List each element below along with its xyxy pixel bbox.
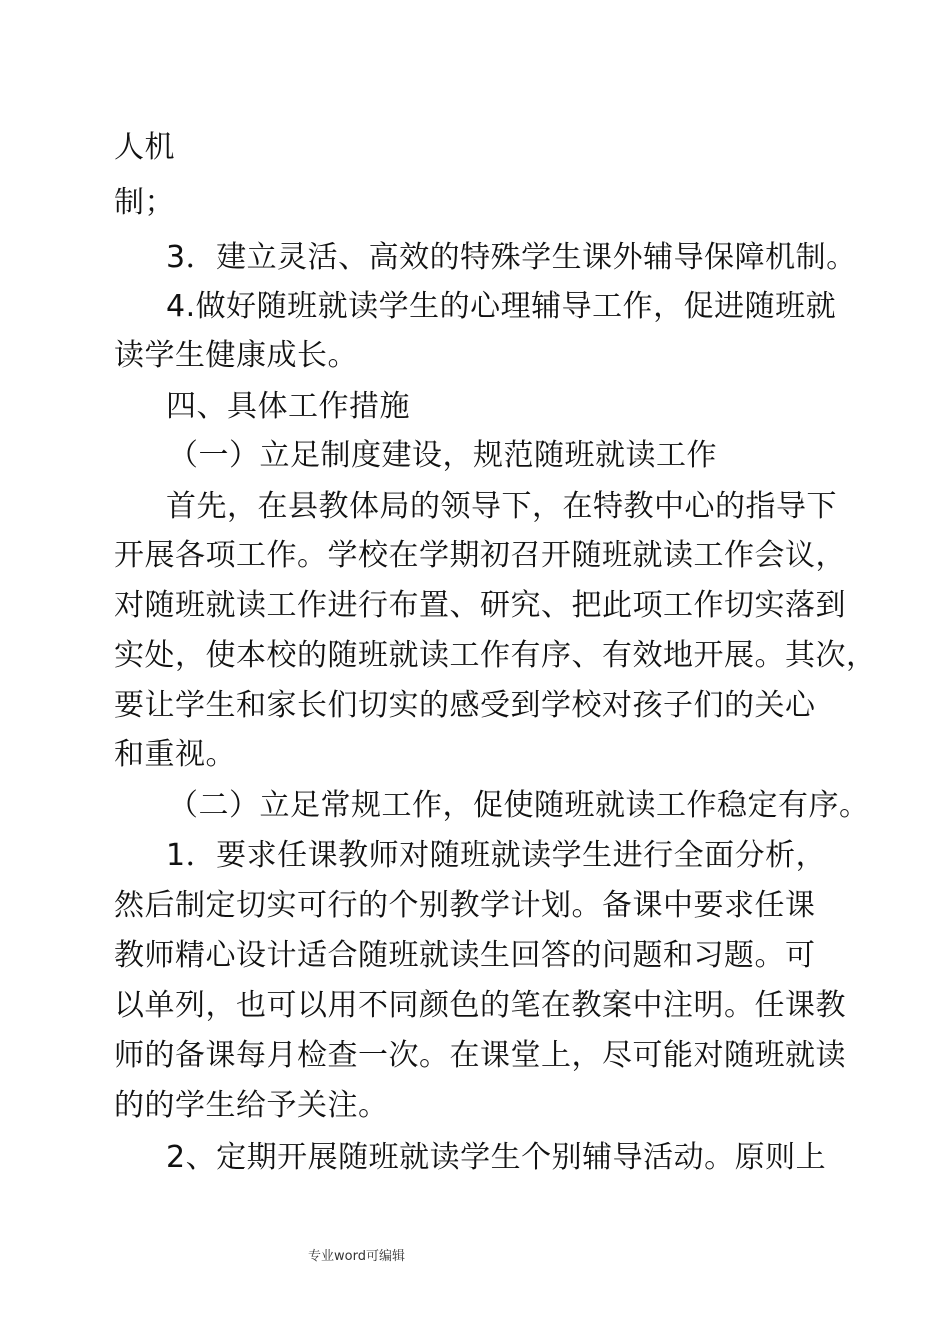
text-line-2: 制； [114, 185, 175, 220]
text-line-8: 首先，在县教体局的领导下，在特教中心的指导下 [166, 489, 837, 524]
text-line-18: 以单列，也可以用不同颜色的笔在教案中注明。任课教 [114, 988, 846, 1023]
text-line-3: 3．建立灵活、高效的特殊学生课外辅导保障机制。 [166, 240, 857, 275]
subsection-heading-one: （一）立足制度建设，规范随班就读工作 [168, 438, 717, 473]
text-line-16: 然后制定切实可行的个别教学计划。备课中要求任课 [114, 888, 816, 923]
text-line-4: 4.做好随班就读学生的心理辅导工作，促进随班就 [166, 289, 837, 324]
text-line-1: 人机 [114, 130, 175, 165]
text-line-17: 教师精心设计适合随班就读生回答的问题和习题。可 [114, 938, 816, 973]
section-heading-four: 四、具体工作措施 [166, 389, 410, 424]
text-line-10: 对随班就读工作进行布置、研究、把此项工作切实落到 [114, 588, 846, 623]
text-line-21: 2、定期开展随班就读学生个别辅导活动。原则上 [166, 1140, 827, 1175]
text-line-5: 读学生健康成长。 [114, 338, 358, 373]
text-line-9: 开展各项工作。学校在学期初召开随班就读工作会议， [114, 538, 846, 573]
text-line-12: 要让学生和家长们切实的感受到学校对孩子们的关心 [114, 688, 816, 723]
text-line-19: 师的备课每月检查一次。在课堂上，尽可能对随班就读 [114, 1038, 846, 1073]
text-line-20: 的的学生给予关注。 [114, 1088, 389, 1123]
text-line-13: 和重视。 [114, 737, 236, 772]
text-line-11: 实处，使本校的随班就读工作有序、有效地开展。其次， [114, 638, 877, 673]
text-line-15: 1．要求任课教师对随班就读学生进行全面分析， [166, 838, 827, 873]
page-footer: 专业word可编辑 [308, 1249, 405, 1264]
subsection-heading-two: （二）立足常规工作，促使随班就读工作稳定有序。 [168, 788, 870, 823]
